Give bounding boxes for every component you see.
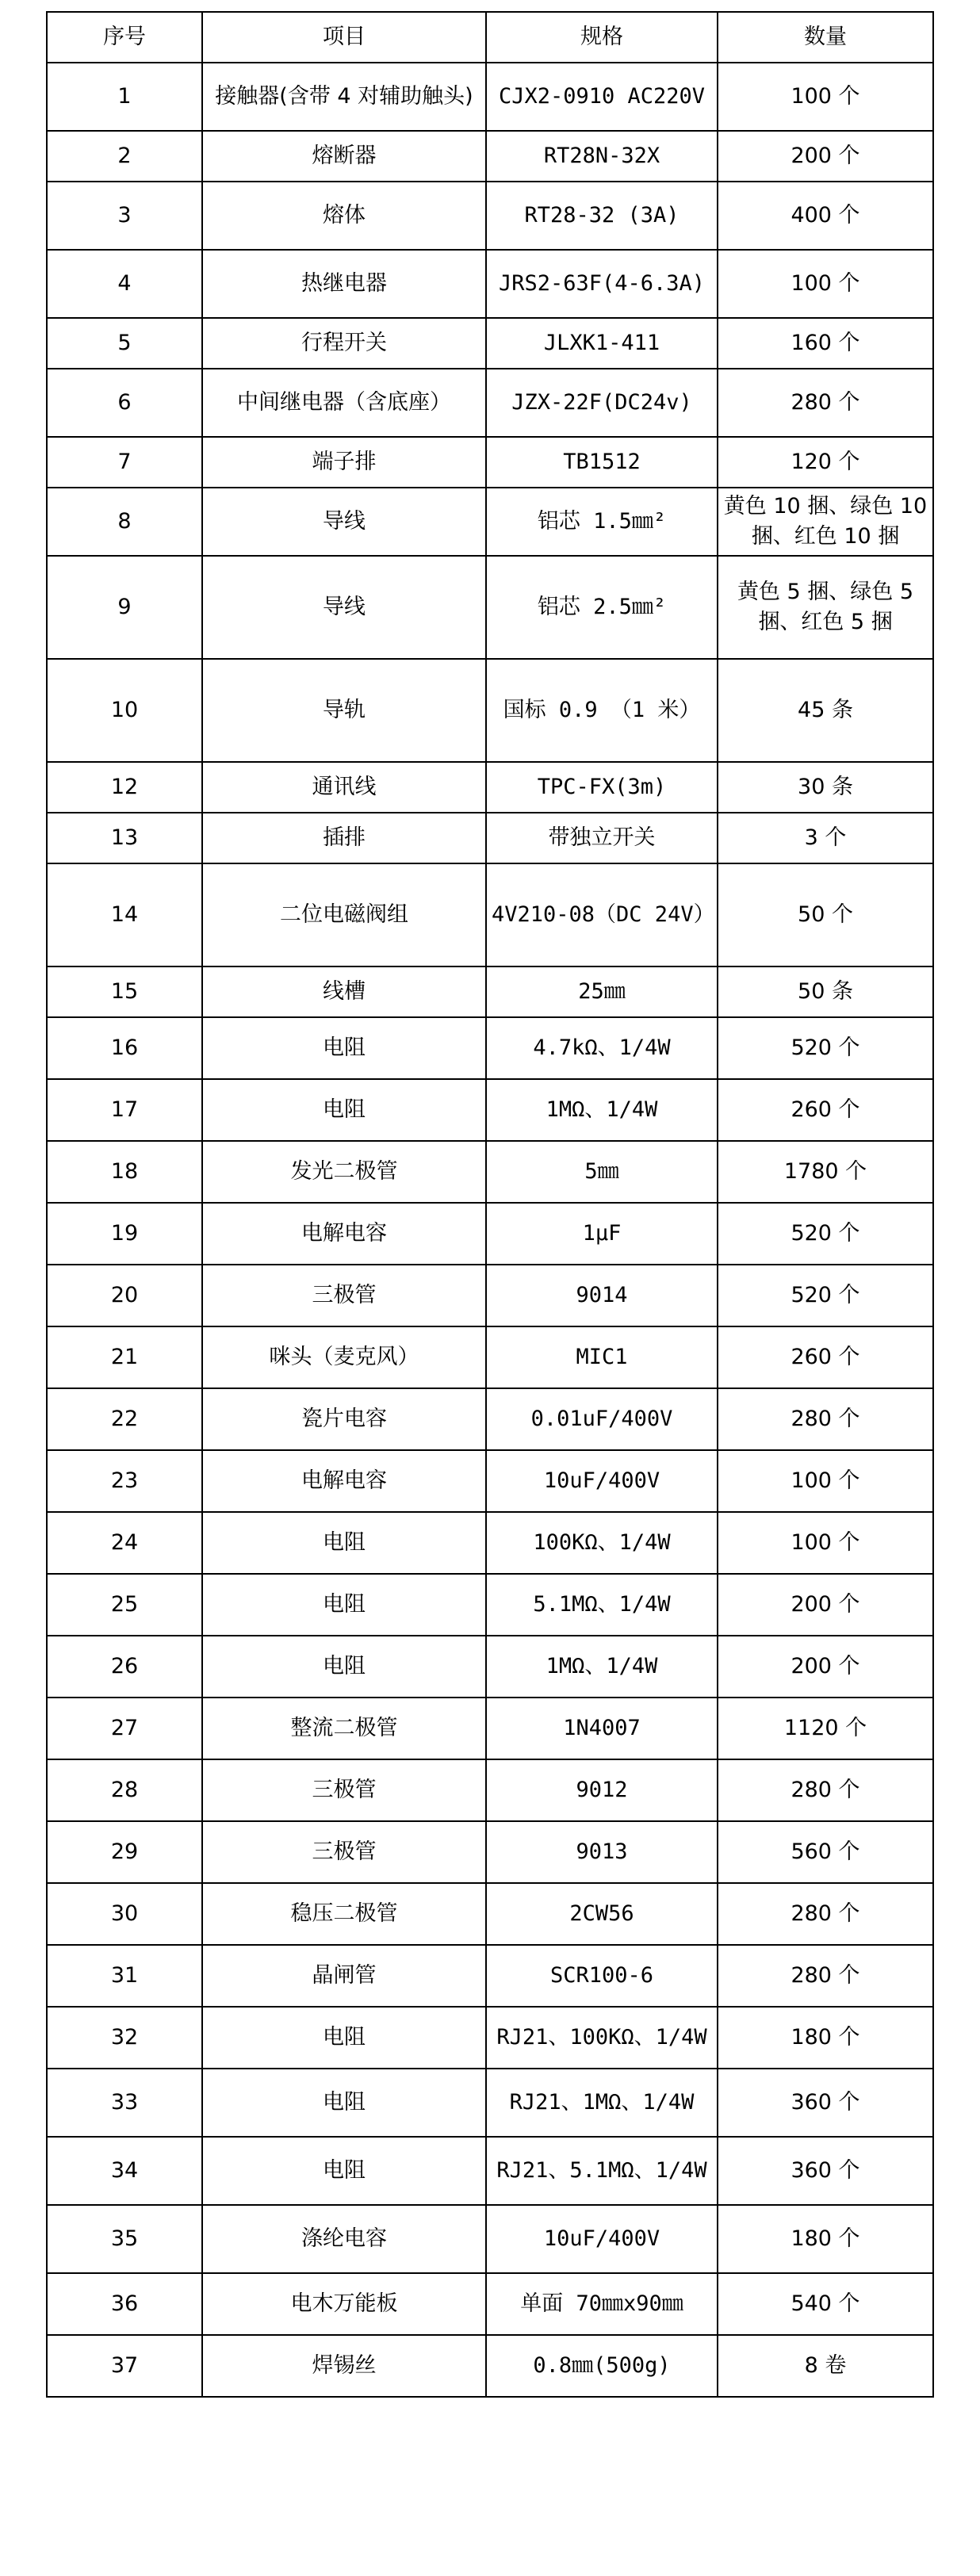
row-qty-cell: 260 个: [718, 1079, 933, 1141]
row-item-cell: 稳压二极管: [202, 1883, 486, 1945]
row-qty-cell: 黄色 10 捆、绿色 10 捆、红色 10 捆: [718, 488, 933, 556]
row-item-cell: 熔体: [202, 182, 486, 250]
header-qty: 数量: [718, 12, 933, 63]
row-spec-cell: 9014: [486, 1265, 718, 1326]
row-qty-cell: 260 个: [718, 1326, 933, 1388]
row-no-cell: 20: [47, 1265, 202, 1326]
row-no-cell: 18: [47, 1141, 202, 1203]
row-no-cell: 2: [47, 131, 202, 182]
table-row: [47, 1326, 933, 1388]
row-item-cell: 电阻: [202, 2069, 486, 2137]
row-qty-cell: 280 个: [718, 369, 933, 437]
table-row: [47, 2137, 933, 2205]
row-qty-cell: 280 个: [718, 1883, 933, 1945]
row-no-cell: 32: [47, 2007, 202, 2069]
row-spec-cell: RT28-32 (3A): [486, 182, 718, 250]
row-no-cell: 8: [47, 488, 202, 556]
row-spec-cell: 4.7kΩ、1/4W: [486, 1017, 718, 1079]
row-spec-cell: 铝芯 2.5㎜²: [486, 556, 718, 659]
table-row: [47, 1636, 933, 1698]
row-qty-cell: 520 个: [718, 1265, 933, 1326]
row-item-cell: 二位电磁阀组: [202, 863, 486, 966]
table-row: [47, 863, 933, 966]
table-row: [47, 1759, 933, 1821]
row-spec-cell: 0.8㎜(500g): [486, 2335, 718, 2397]
row-no-cell: 10: [47, 659, 202, 762]
row-no-cell: 13: [47, 813, 202, 863]
header-spec: 规格: [486, 12, 718, 63]
row-qty-cell: 180 个: [718, 2007, 933, 2069]
row-no-cell: 29: [47, 1821, 202, 1883]
row-item-cell: 熔断器: [202, 131, 486, 182]
row-item-cell: 整流二极管: [202, 1698, 486, 1759]
table-row: [47, 1698, 933, 1759]
table-row: [47, 2069, 933, 2137]
row-spec-cell: 2CW56: [486, 1883, 718, 1945]
row-no-cell: 3: [47, 182, 202, 250]
row-no-cell: 14: [47, 863, 202, 966]
row-spec-cell: 1MΩ、1/4W: [486, 1636, 718, 1698]
row-qty-cell: 360 个: [718, 2137, 933, 2205]
row-no-cell: 28: [47, 1759, 202, 1821]
table-row: [47, 1450, 933, 1512]
row-qty-cell: 200 个: [718, 1636, 933, 1698]
table-row: [47, 1265, 933, 1326]
row-spec-cell: 国标 0.9 （1 米）: [486, 659, 718, 762]
row-qty-cell: 8 卷: [718, 2335, 933, 2397]
row-qty-cell: 160 个: [718, 318, 933, 369]
table-row: [47, 2205, 933, 2273]
row-no-cell: 37: [47, 2335, 202, 2397]
row-spec-cell: TB1512: [486, 437, 718, 488]
row-no-cell: 33: [47, 2069, 202, 2137]
row-item-cell: 导线: [202, 556, 486, 659]
row-qty-cell: 100 个: [718, 1450, 933, 1512]
row-no-cell: 6: [47, 369, 202, 437]
row-qty-cell: 1780 个: [718, 1141, 933, 1203]
row-qty-cell: 30 条: [718, 762, 933, 813]
row-item-cell: 瓷片电容: [202, 1388, 486, 1450]
table-body: [47, 63, 933, 2397]
row-spec-cell: JZX-22F(DC24v): [486, 369, 718, 437]
row-no-cell: 22: [47, 1388, 202, 1450]
table-row: [47, 369, 933, 437]
row-no-cell: 4: [47, 250, 202, 318]
row-qty-cell: 520 个: [718, 1203, 933, 1265]
table-row: [47, 1574, 933, 1636]
row-item-cell: 电阻: [202, 1574, 486, 1636]
row-qty-cell: 45 条: [718, 659, 933, 762]
table-row: [47, 182, 933, 250]
table-row: [47, 1388, 933, 1450]
table-row: [47, 250, 933, 318]
row-spec-cell: 9012: [486, 1759, 718, 1821]
row-no-cell: 21: [47, 1326, 202, 1388]
row-qty-cell: 360 个: [718, 2069, 933, 2137]
row-qty-cell: 3 个: [718, 813, 933, 863]
table-row: [47, 556, 933, 659]
row-no-cell: 17: [47, 1079, 202, 1141]
row-item-cell: 电阻: [202, 2007, 486, 2069]
row-no-cell: 12: [47, 762, 202, 813]
row-spec-cell: JLXK1-411: [486, 318, 718, 369]
row-spec-cell: 10uF/400V: [486, 1450, 718, 1512]
row-item-cell: 导轨: [202, 659, 486, 762]
row-spec-cell: RT28N-32X: [486, 131, 718, 182]
row-spec-cell: RJ21、100KΩ、1/4W: [486, 2007, 718, 2069]
table-row: [47, 2007, 933, 2069]
row-qty-cell: 540 个: [718, 2273, 933, 2335]
row-qty-cell: 180 个: [718, 2205, 933, 2273]
row-spec-cell: SCR100-6: [486, 1945, 718, 2007]
table-row: [47, 1945, 933, 2007]
row-no-cell: 15: [47, 966, 202, 1017]
table-header-row: [47, 12, 933, 63]
row-item-cell: 三极管: [202, 1265, 486, 1326]
table-row: [47, 1883, 933, 1945]
row-item-cell: 电阻: [202, 1079, 486, 1141]
row-spec-cell: JRS2-63F(4-6.3A): [486, 250, 718, 318]
row-spec-cell: 1μF: [486, 1203, 718, 1265]
row-spec-cell: 铝芯 1.5㎜²: [486, 488, 718, 556]
row-no-cell: 36: [47, 2273, 202, 2335]
row-item-cell: 发光二极管: [202, 1141, 486, 1203]
row-spec-cell: 1MΩ、1/4W: [486, 1079, 718, 1141]
row-no-cell: 26: [47, 1636, 202, 1698]
header-no: 序号: [47, 12, 202, 63]
row-spec-cell: 9013: [486, 1821, 718, 1883]
row-item-cell: 电阻: [202, 1512, 486, 1574]
table-row: [47, 1017, 933, 1079]
row-no-cell: 5: [47, 318, 202, 369]
table-row: [47, 1079, 933, 1141]
table-row: [47, 1203, 933, 1265]
row-spec-cell: 0.01uF/400V: [486, 1388, 718, 1450]
table-row: [47, 2273, 933, 2335]
row-no-cell: 9: [47, 556, 202, 659]
row-item-cell: 电阻: [202, 2137, 486, 2205]
row-qty-cell: 560 个: [718, 1821, 933, 1883]
row-item-cell: 导线: [202, 488, 486, 556]
row-item-cell: 接触器(含带 4 对辅助触头): [202, 63, 486, 131]
table-row: [47, 1141, 933, 1203]
table-row: [47, 966, 933, 1017]
row-qty-cell: 1120 个: [718, 1698, 933, 1759]
row-item-cell: 三极管: [202, 1821, 486, 1883]
row-no-cell: 35: [47, 2205, 202, 2273]
row-no-cell: 16: [47, 1017, 202, 1079]
row-item-cell: 电木万能板: [202, 2273, 486, 2335]
row-no-cell: 34: [47, 2137, 202, 2205]
table-row: [47, 63, 933, 131]
row-item-cell: 晶闸管: [202, 1945, 486, 2007]
row-spec-cell: 25㎜: [486, 966, 718, 1017]
row-qty-cell: 280 个: [718, 1388, 933, 1450]
row-item-cell: 电解电容: [202, 1203, 486, 1265]
table-row: [47, 318, 933, 369]
row-item-cell: 咪头（麦克风）: [202, 1326, 486, 1388]
row-item-cell: 通讯线: [202, 762, 486, 813]
row-no-cell: 24: [47, 1512, 202, 1574]
row-no-cell: 19: [47, 1203, 202, 1265]
header-item: 项目: [202, 12, 486, 63]
row-item-cell: 电解电容: [202, 1450, 486, 1512]
table-row: [47, 488, 933, 556]
parts-table: [46, 11, 934, 2398]
row-no-cell: 30: [47, 1883, 202, 1945]
row-qty-cell: 200 个: [718, 1574, 933, 1636]
row-qty-cell: 50 个: [718, 863, 933, 966]
row-item-cell: 三极管: [202, 1759, 486, 1821]
table-row: [47, 131, 933, 182]
row-item-cell: 热继电器: [202, 250, 486, 318]
table-row: [47, 2335, 933, 2397]
row-spec-cell: 4V210-08（DC 24V）: [486, 863, 718, 966]
row-spec-cell: RJ21、1MΩ、1/4W: [486, 2069, 718, 2137]
row-qty-cell: 200 个: [718, 131, 933, 182]
row-no-cell: 25: [47, 1574, 202, 1636]
row-item-cell: 涤纶电容: [202, 2205, 486, 2273]
row-item-cell: 焊锡丝: [202, 2335, 486, 2397]
table-row: [47, 813, 933, 863]
row-no-cell: 31: [47, 1945, 202, 2007]
row-spec-cell: CJX2-0910 AC220V: [486, 63, 718, 131]
row-item-cell: 插排: [202, 813, 486, 863]
row-qty-cell: 520 个: [718, 1017, 933, 1079]
row-qty-cell: 100 个: [718, 63, 933, 131]
table-row: [47, 762, 933, 813]
row-item-cell: 端子排: [202, 437, 486, 488]
row-spec-cell: 5㎜: [486, 1141, 718, 1203]
row-qty-cell: 400 个: [718, 182, 933, 250]
row-spec-cell: 100KΩ、1/4W: [486, 1512, 718, 1574]
row-spec-cell: 带独立开关: [486, 813, 718, 863]
row-qty-cell: 100 个: [718, 1512, 933, 1574]
row-qty-cell: 280 个: [718, 1945, 933, 2007]
row-qty-cell: 280 个: [718, 1759, 933, 1821]
row-spec-cell: 单面 70㎜x90㎜: [486, 2273, 718, 2335]
row-no-cell: 1: [47, 63, 202, 131]
row-qty-cell: 黄色 5 捆、绿色 5 捆、红色 5 捆: [718, 556, 933, 659]
table-row: [47, 659, 933, 762]
row-item-cell: 电阻: [202, 1636, 486, 1698]
row-spec-cell: 5.1MΩ、1/4W: [486, 1574, 718, 1636]
row-spec-cell: 1N4007: [486, 1698, 718, 1759]
row-item-cell: 电阻: [202, 1017, 486, 1079]
row-qty-cell: 120 个: [718, 437, 933, 488]
table-row: [47, 1512, 933, 1574]
row-no-cell: 27: [47, 1698, 202, 1759]
row-spec-cell: 10uF/400V: [486, 2205, 718, 2273]
row-item-cell: 中间继电器（含底座）: [202, 369, 486, 437]
row-no-cell: 7: [47, 437, 202, 488]
table-row: [47, 437, 933, 488]
row-no-cell: 23: [47, 1450, 202, 1512]
row-qty-cell: 100 个: [718, 250, 933, 318]
row-item-cell: 行程开关: [202, 318, 486, 369]
row-qty-cell: 50 条: [718, 966, 933, 1017]
row-spec-cell: MIC1: [486, 1326, 718, 1388]
row-item-cell: 线槽: [202, 966, 486, 1017]
row-spec-cell: TPC-FX(3m): [486, 762, 718, 813]
row-spec-cell: RJ21、5.1MΩ、1/4W: [486, 2137, 718, 2205]
table-row: [47, 1821, 933, 1883]
